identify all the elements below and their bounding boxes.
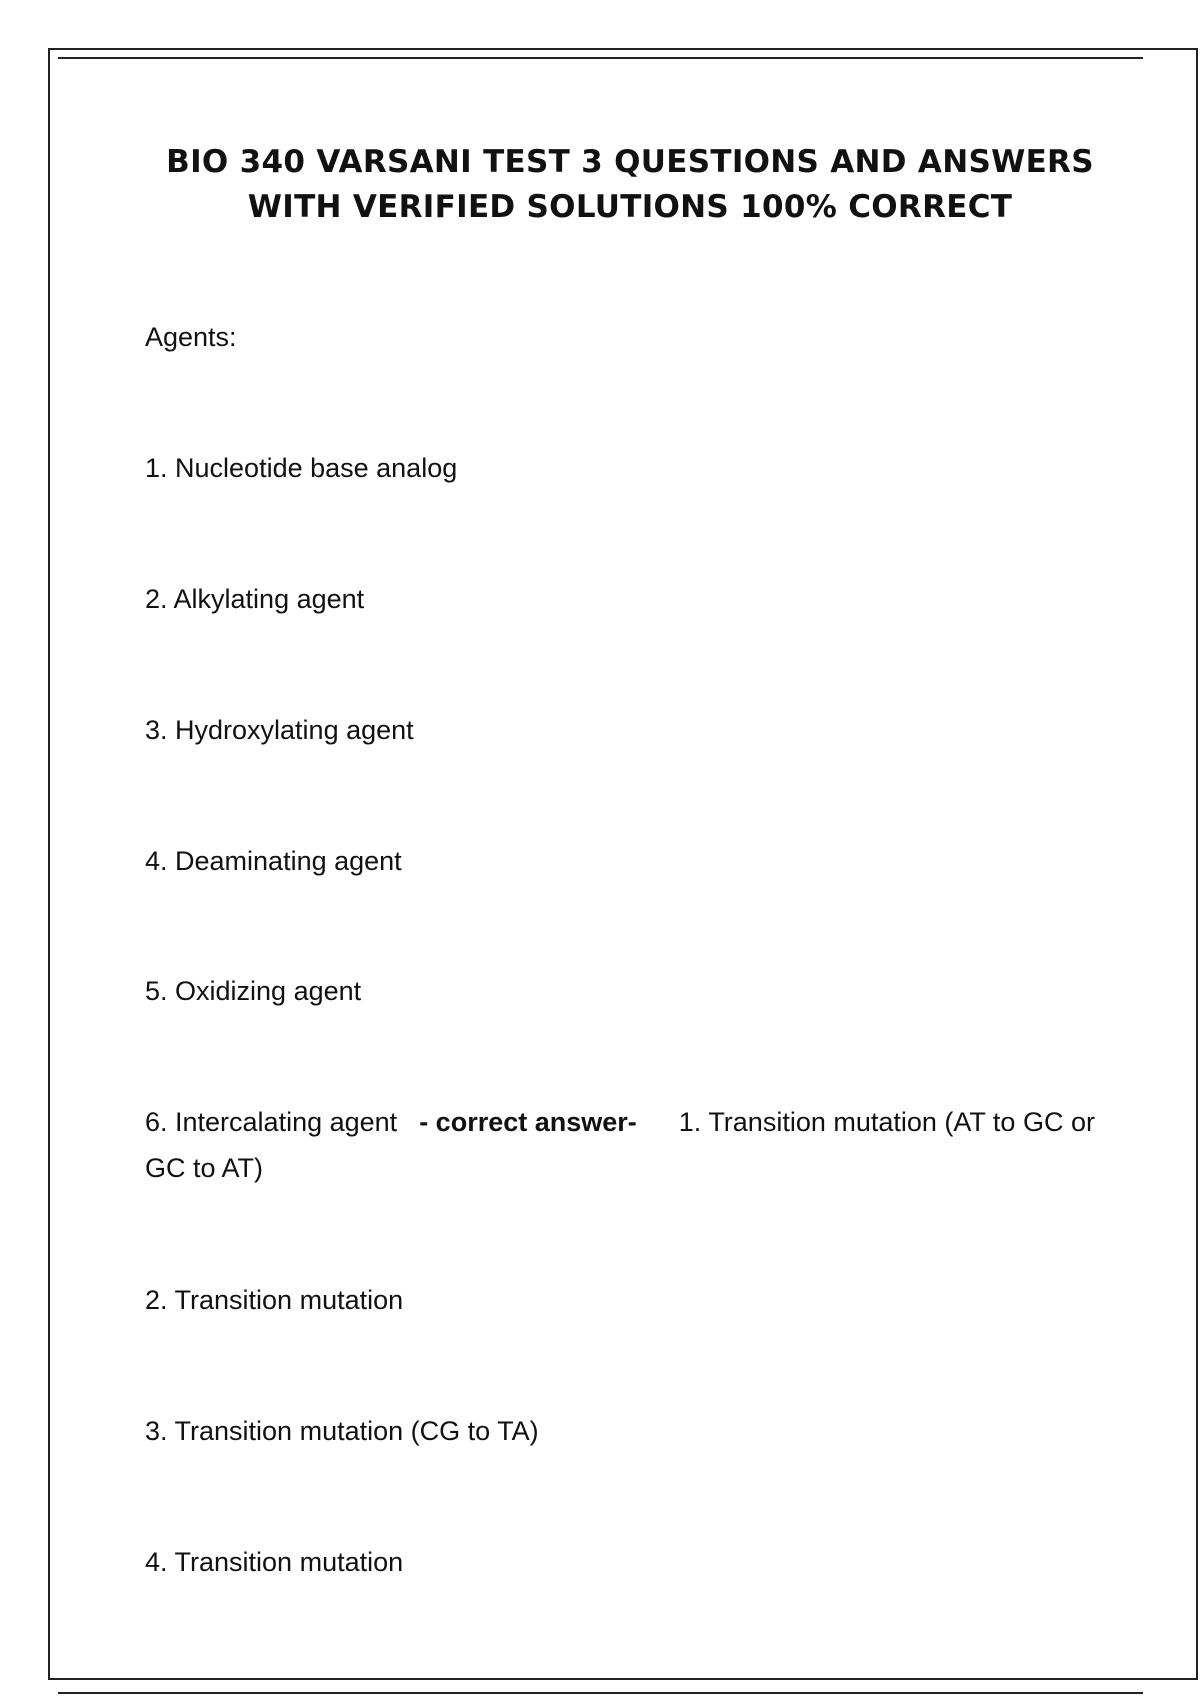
answer-item-4: 4. Transition mutation <box>145 1547 404 1577</box>
answer-item-1: 1. Transition mutation (AT to GC or GC to AT) <box>145 1107 1095 1183</box>
agent-item-1: 1. Nucleotide base analog <box>145 453 458 483</box>
answer-paragraph <box>145 1099 1105 1191</box>
answer-item-2: 2. Transition mutation <box>145 1285 404 1315</box>
title-line-1: BIO 340 VARSANI TEST 3 QUESTIONS AND ANSWERS <box>166 144 1094 180</box>
bottom-rule <box>58 1692 1143 1694</box>
title-line-2: WITH VERIFIED SOLUTIONS 100% CORRECT <box>247 189 1013 225</box>
agent-item-5: 5. Oxidizing agent <box>145 976 362 1006</box>
agent-item-6: 6. Intercalating agent <box>145 1107 398 1137</box>
agent-item-2: 2. Alkylating agent <box>145 584 365 614</box>
agent-item-4: 4. Deaminating agent <box>145 846 402 876</box>
document-title <box>120 140 1140 230</box>
agent-item-3: 3. Hydroxylating agent <box>145 715 414 745</box>
answer-item-3: 3. Transition mutation (CG to TA) <box>145 1416 539 1446</box>
correct-answer-label: - correct answer- <box>419 1107 637 1137</box>
question-heading: Agents: <box>145 322 237 352</box>
top-rule <box>58 57 1143 59</box>
